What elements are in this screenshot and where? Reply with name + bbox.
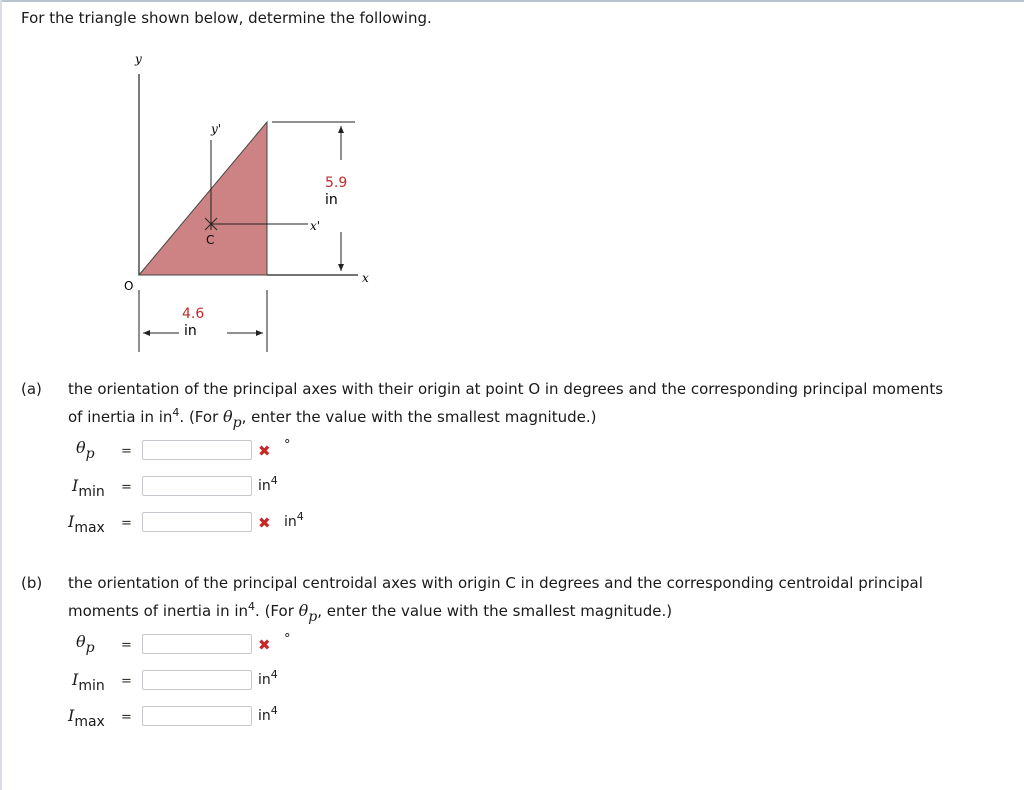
inch4-unit: $in^4$ bbox=[258, 668, 278, 688]
inch4-unit: $in^4$ bbox=[284, 510, 304, 530]
part-a-imax-input[interactable] bbox=[142, 512, 252, 532]
part-b-theta-input[interactable] bbox=[142, 634, 252, 654]
incorrect-mark-icon: ✖ bbox=[258, 636, 271, 654]
base-value: 4.6 bbox=[182, 306, 205, 322]
part-b-text bbox=[21, 569, 1011, 629]
part-a-line2: of inertia in $in^4$. (For θp, enter the value with the smallest magnitude.) bbox=[68, 406, 597, 431]
theta-symbol: θ bbox=[76, 438, 86, 457]
triangle bbox=[139, 122, 267, 275]
part-b-line1: the orientation of the principal centroidal axes with origin C in degrees and the corresponding centroidal principal bbox=[68, 574, 923, 592]
y-prime-axis-label: y' bbox=[211, 122, 222, 136]
degree-unit: ° bbox=[284, 632, 291, 647]
origin-label: O bbox=[124, 279, 134, 293]
x-prime-axis-label: x' bbox=[310, 219, 321, 233]
incorrect-mark-icon: ✖ bbox=[258, 442, 271, 460]
part-a-imin-input[interactable] bbox=[142, 476, 252, 496]
height-unit: in bbox=[325, 192, 338, 208]
inch4-unit: $in^4$ bbox=[258, 704, 278, 724]
triangle-diagram bbox=[0, 0, 420, 360]
y-axis-label: y bbox=[135, 52, 142, 66]
theta-symbol: θ bbox=[76, 632, 86, 651]
part-a-label: (a) bbox=[21, 380, 42, 398]
part-b-imax-input[interactable] bbox=[142, 706, 252, 726]
centroid-label: C bbox=[206, 233, 215, 247]
height-value: 5.9 bbox=[325, 175, 348, 191]
part-b-line2: moments of inertia in $in^4$. (For θp, enter the value with the smallest magnitude.) bbox=[68, 600, 673, 625]
incorrect-mark-icon: ✖ bbox=[258, 514, 271, 532]
base-unit: in bbox=[184, 323, 197, 339]
degree-unit: ° bbox=[284, 438, 291, 453]
question-prompt: For the triangle shown below, determine the following. bbox=[21, 9, 432, 27]
part-a-text bbox=[21, 375, 1011, 435]
inch4-unit: $in^4$ bbox=[258, 474, 278, 494]
part-b-imin-input[interactable] bbox=[142, 670, 252, 690]
part-a-line1: the orientation of the principal axes with their origin at point O in degrees and the corresponding principal moments bbox=[68, 380, 944, 398]
x-axis-label: x bbox=[362, 271, 369, 285]
part-b-label: (b) bbox=[21, 574, 43, 592]
part-a-theta-input[interactable] bbox=[142, 440, 252, 460]
